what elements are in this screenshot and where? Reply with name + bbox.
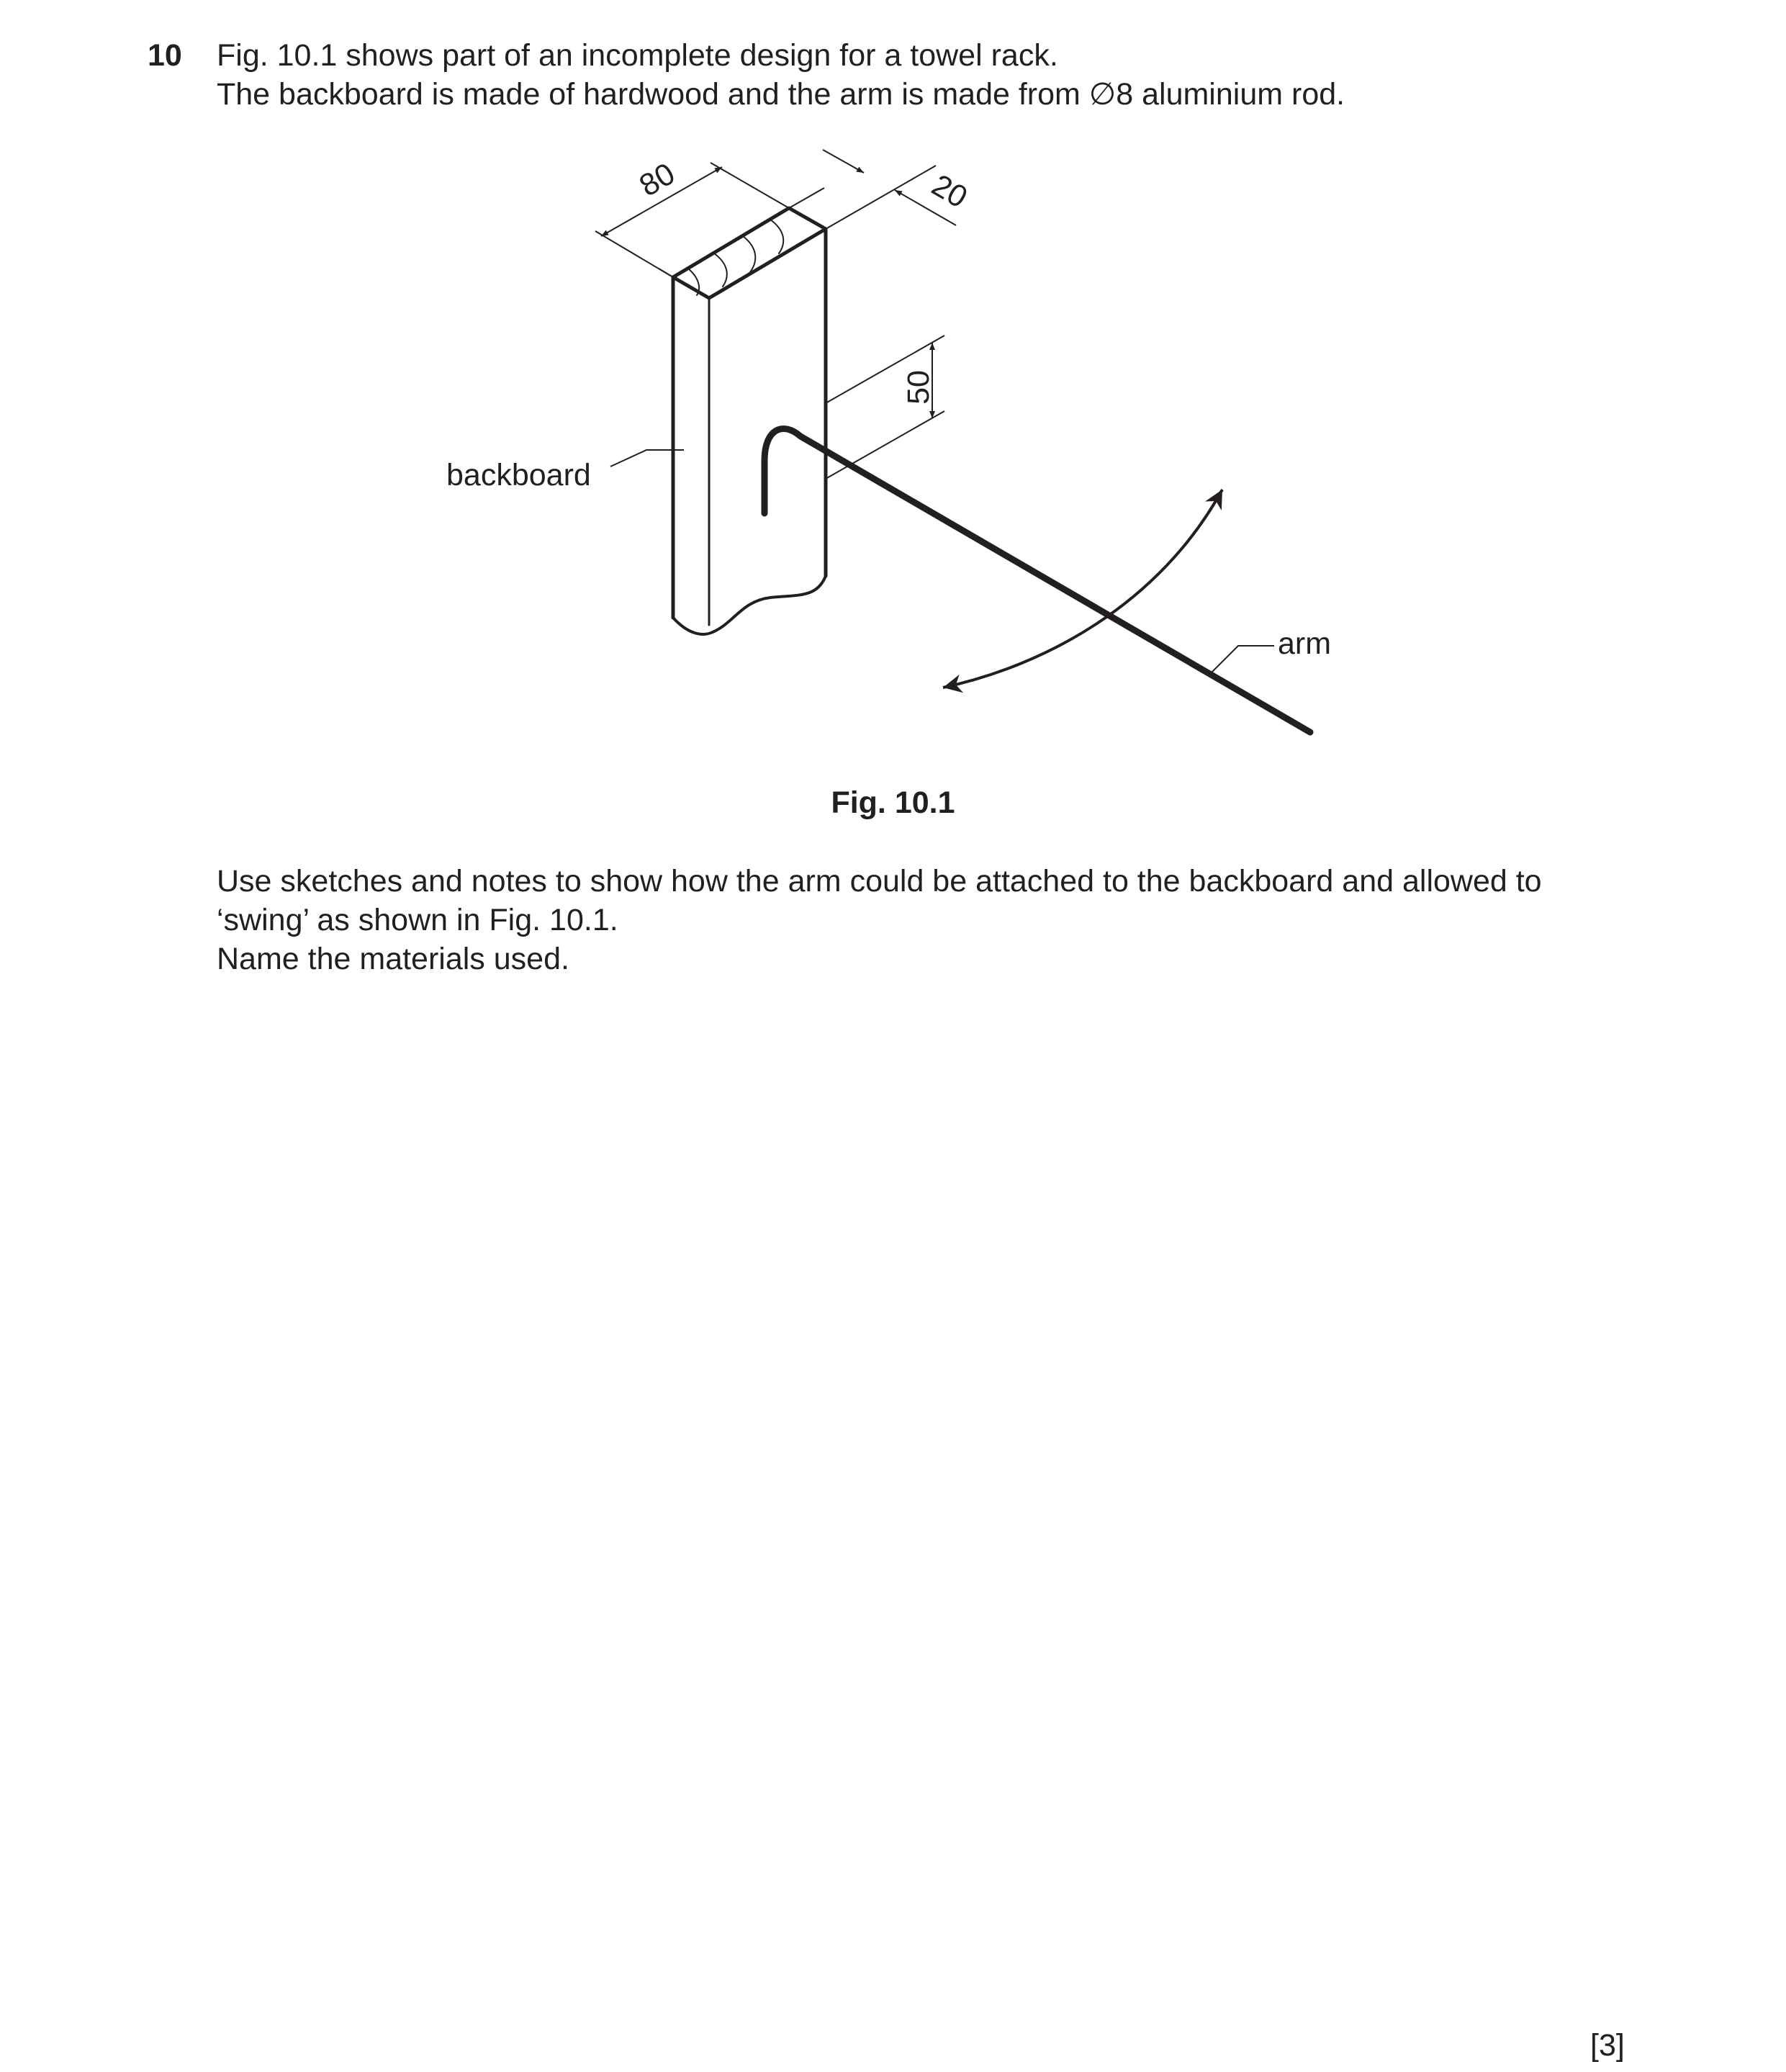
question-number: 10 <box>148 38 182 73</box>
arm-rod <box>765 428 1310 732</box>
figure-caption: Fig. 10.1 <box>831 785 955 820</box>
marks-allocation: [3] <box>1590 2028 1625 2063</box>
intro-line-2: The backboard is made of hardwood and the arm is made from ∅8 aluminium rod. <box>217 77 1345 112</box>
intro-line-1: Fig. 10.1 shows part of an incomplete design for a towel rack. <box>217 38 1058 73</box>
arm-label: arm <box>1278 626 1332 661</box>
task-line-1: Use sketches and notes to show how the arm could be attached to the backboard and allowed to <box>217 864 1542 898</box>
task-text <box>217 862 1542 978</box>
backboard-drawing <box>673 208 826 634</box>
dim-label-width: 80 <box>633 156 681 204</box>
dim-label-offset: 50 <box>901 370 936 405</box>
task-line-3: Name the materials used. <box>217 942 569 976</box>
task-line-2: ‘swing’ as shown in Fig. 10.1. <box>217 903 618 937</box>
backboard-label: backboard <box>446 458 591 492</box>
dim-label-depth: 20 <box>926 168 973 215</box>
towel-rack-figure <box>0 0 1786 864</box>
